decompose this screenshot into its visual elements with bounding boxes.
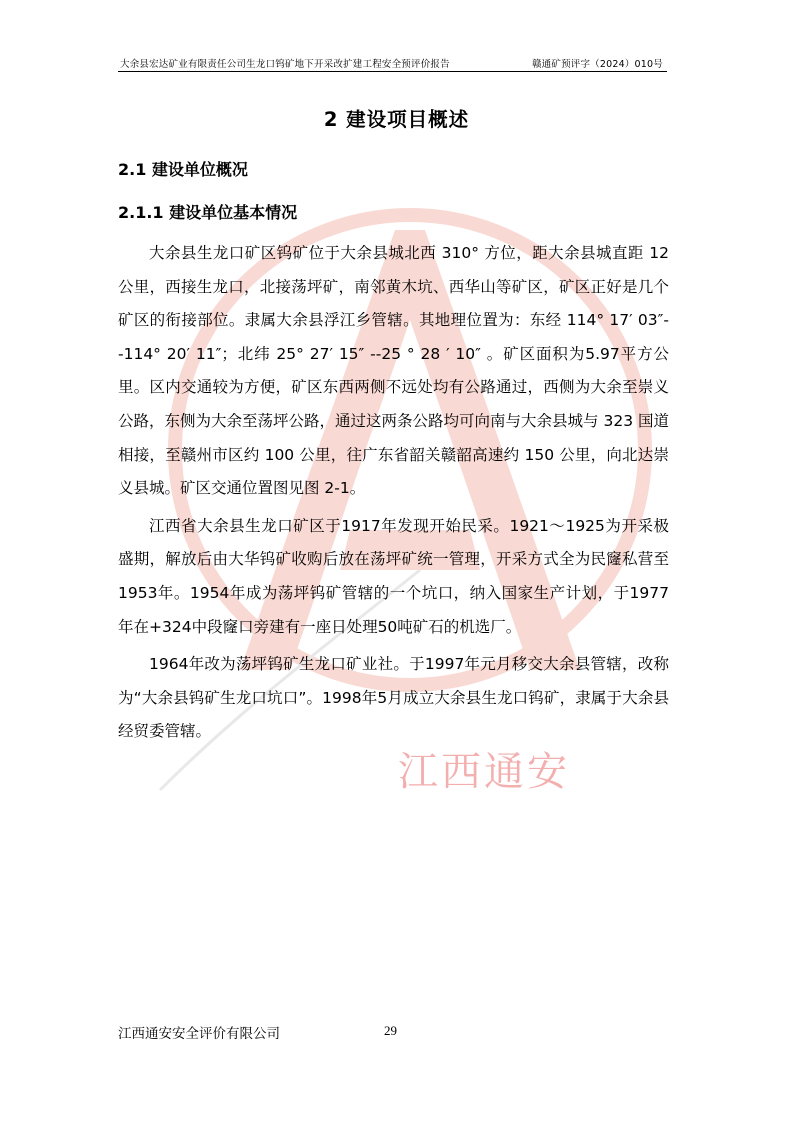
page-header — [118, 55, 667, 72]
paragraph-location: 大余县生龙口矿区钨矿位于大余县城北西 310° 方位，距大余县城直距 12 公里，西接生龙口，北接荡坪矿，南邻黄木坑、西华山等矿区，矿区正好是几个矿区的衔接部位。隶属大余县浮江乡管辖。其地理位置为：东经 114° 17′ 03″--114° 20′ 11″；北纬 25° 27′ 15″ --25 ° 28 ′ 10″ 。矿区面积为5.97平方公里。区内交通较为方便，矿区东西两侧不远处均有公路通过，西侧为大余至崇义公路，东侧为大余至荡坪公路，通过这两条公路均可向南与大余县城与 323 国道相接，至赣州市区约 100 公里，往广东省韶关赣韶高速约 150 公里，向北达崇义县城。矿区交通位置图见图 2-1。 — [118, 244, 669, 498]
page-number: 29 — [384, 1023, 397, 1038]
footer-company: 江西通安安全评价有限公司 — [118, 1026, 280, 1042]
header-report-title: 大余县宏达矿业有限责任公司生龙口钨矿地下开采改扩建工程安全预评价报告 — [120, 59, 450, 70]
paragraph-history: 江西省大余县生龙口矿区于1917年发现开始民采。1921～1925为开采极盛期，解放后由大华钨矿收购后放在荡坪矿统一管理，开采方式全为民窿私营至1953年。1954年成为荡坪钨矿管辖的一个坑口，纳入国家生产计划，于1977年在+324中段窿口旁建有一座日处理50吨矿石的机选厂。 — [118, 516, 669, 636]
chapter-title: 2 建设项目概述 — [323, 108, 470, 131]
watermark-text: 江西通安 — [398, 749, 570, 795]
body-text — [118, 237, 669, 753]
paragraph-ownership: 1964年改为荡坪钨矿生龙口矿业社。于1997年元月移交大余县管辖，改称为“大余县钨矿生龙口坑口”。1998年5月成立大余县生龙口钨矿，隶属于大余县经贸委管辖。 — [118, 655, 669, 741]
header-document-number: 赣通矿预评字（2024）010号 — [531, 59, 663, 70]
subsection-title: 2.1.1 建设单位基本情况 — [118, 203, 298, 222]
section-title: 2.1 建设单位概况 — [118, 160, 248, 179]
